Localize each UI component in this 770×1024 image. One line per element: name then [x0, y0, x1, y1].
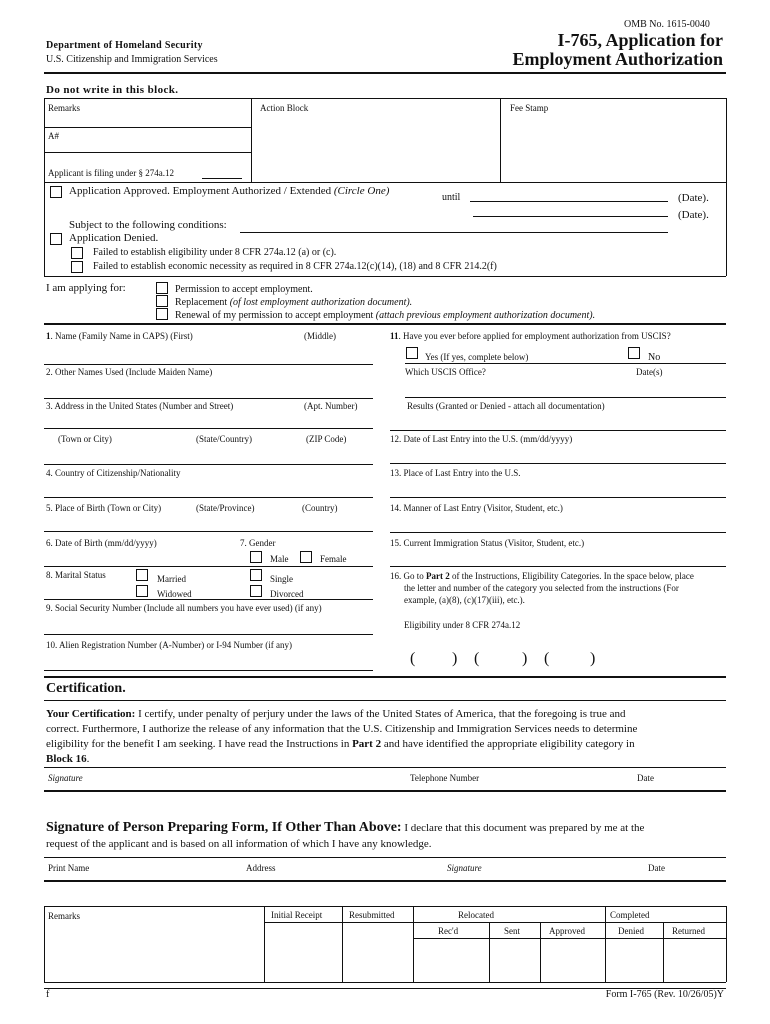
- province-label: (State/Province): [196, 503, 255, 513]
- conditions-line[interactable]: [240, 232, 668, 233]
- uscis-office-label: Which USCIS Office?: [405, 367, 486, 377]
- cert-date-label: Date: [637, 773, 654, 783]
- table-col-6: [605, 906, 606, 982]
- remarks-label: Remarks: [48, 103, 80, 113]
- office-block-bottom: [44, 276, 726, 277]
- permission-checkbox[interactable]: [156, 282, 168, 294]
- applying-for-label: I am applying for:: [46, 282, 126, 294]
- omb-number: OMB No. 1615-0040: [624, 19, 710, 30]
- last-entry-date-label: 12. Date of Last Entry into the U.S. (mm/dd/yyyy): [390, 434, 573, 444]
- citizenship-label: 4. Country of Citizenship/Nationality: [46, 468, 181, 478]
- office-block-top: [44, 98, 726, 99]
- widowed-checkbox[interactable]: [136, 585, 148, 597]
- manner-entry-label: 14. Manner of Last Entry (Visitor, Student, etc.): [390, 503, 563, 513]
- replacement-label: Replacement (of lost employment authorization document).: [175, 297, 413, 308]
- approved-checkbox[interactable]: [50, 186, 62, 198]
- category-paren-close-1: ): [452, 650, 458, 667]
- initial-receipt-label: Initial Receipt: [271, 910, 323, 920]
- eligibility-instructions-line3: example, (a)(8), (c)(17)(iii), etc.).: [404, 595, 525, 605]
- permission-label: Permission to accept employment.: [175, 284, 313, 295]
- eligibility-instructions-line1: 16. Go to Part 2 of the Instructions, Eligibility Categories. In the space below, place: [390, 571, 694, 581]
- yes-label: Yes (If yes, complete below): [425, 352, 529, 362]
- yes-no-rule: [405, 363, 726, 364]
- signature-label: Signature: [48, 773, 83, 783]
- immigration-status-line[interactable]: [390, 566, 726, 567]
- table-col-4: [489, 922, 490, 982]
- failed-economic-checkbox[interactable]: [71, 261, 83, 273]
- other-names-label: 2. Other Names Used (Include Maiden Name): [46, 367, 213, 377]
- preparer-address-label: Address: [246, 863, 276, 873]
- results-line[interactable]: [390, 430, 726, 431]
- country-label: (Country): [302, 503, 338, 513]
- results-label: Results (Granted or Denied - attach all documentation): [407, 401, 605, 411]
- other-names-line[interactable]: [44, 398, 373, 399]
- approved-col-label: Approved: [549, 926, 585, 936]
- form-revision: Form I-765 (Rev. 10/26/05)Y: [605, 989, 724, 1000]
- town-label: (Town or City): [58, 434, 112, 444]
- fee-stamp-label: Fee Stamp: [510, 103, 549, 113]
- no-label: No: [648, 352, 661, 363]
- preparer-bottom-rule: [44, 880, 726, 882]
- subject-conditions-label: Subject to the following conditions:: [69, 219, 227, 231]
- do-not-write-label: Do not write in this block.: [46, 84, 179, 96]
- office-divider-2: [500, 98, 501, 182]
- birth-place-label: 5. Place of Birth (Town or City): [46, 503, 162, 513]
- last-entry-date-line[interactable]: [390, 463, 726, 464]
- until-label: until: [442, 192, 461, 203]
- address-line[interactable]: [44, 428, 373, 429]
- renewal-checkbox[interactable]: [156, 308, 168, 320]
- failed-economic-label: Failed to establish economic necessity as required in 8 CFR 274a.12(c)(14), (18) and 8 CFR 214.2(f): [93, 261, 497, 272]
- preparer-date-label: Date: [648, 863, 665, 873]
- ssn-line[interactable]: [44, 634, 373, 635]
- resubmitted-label: Resubmitted: [349, 910, 395, 920]
- telephone-label: Telephone Number: [410, 773, 480, 783]
- address-label: 3. Address in the United States (Number and Street): [46, 401, 234, 411]
- completed-label: Completed: [610, 910, 650, 920]
- certification-top-rule: [44, 676, 726, 678]
- preparer-text-line1: Signature of Person Preparing Form, If Other Than Above: I declare that this document was prepared by me at the: [46, 820, 645, 835]
- certification-text-line4: Block 16.: [46, 753, 90, 765]
- preparer-signature-line[interactable]: [44, 857, 726, 858]
- state-country-label: (State/Country): [196, 434, 252, 444]
- preparer-text-line2: request of the applicant and is based on all information of which I have any knowledge.: [46, 838, 432, 850]
- birth-place-line[interactable]: [44, 531, 373, 532]
- remarks-rule: [44, 127, 251, 128]
- last-entry-place-label: 13. Place of Last Entry into the U.S.: [390, 468, 521, 478]
- category-paren-close-3: ): [590, 650, 596, 667]
- eligibility-cfr-label: Eligibility under 8 CFR 274a.12: [404, 620, 521, 630]
- relocated-label: Relocated: [458, 910, 494, 920]
- failed-eligibility-label: Failed to establish eligibility under 8 CFR 274a.12 (a) or (c).: [93, 247, 337, 258]
- table-bottom: [44, 982, 726, 983]
- signature-line[interactable]: [44, 767, 726, 768]
- filing-under-line[interactable]: [202, 178, 242, 179]
- action-block-label: Action Block: [260, 103, 309, 113]
- header-rule: [44, 72, 726, 74]
- print-name-label: Print Name: [48, 863, 90, 873]
- preparer-signature-label: Signature: [447, 863, 482, 873]
- middle-name-label: (Middle): [304, 331, 336, 341]
- office-block-left: [44, 98, 45, 276]
- table-col-7: [663, 922, 664, 982]
- prior-application-label: 11. Have you ever before applied for employment authorization from USCIS?: [390, 331, 671, 341]
- table-subheader-rule: [413, 938, 726, 939]
- certification-text-line1: Your Certification: I certify, under penalty of perjury under the laws of the United States of America, that the foregoing is true and: [46, 708, 626, 720]
- renewal-label: Renewal of my permission to accept employment (attach previous employment authorization document).: [175, 310, 596, 321]
- certification-heading: Certification.: [46, 681, 126, 696]
- certification-heading-rule: [44, 700, 726, 701]
- male-checkbox[interactable]: [250, 551, 262, 563]
- anumber-rule: [44, 152, 251, 153]
- office-block-right: [726, 98, 727, 276]
- form-title-line1: I-765, Application for: [557, 30, 723, 50]
- alien-number-label: 10. Alien Registration Number (A-Number) or I-94 Number (if any): [46, 640, 292, 650]
- ssn-label: 9. Social Security Number (Include all numbers you have ever used) (if any): [46, 603, 322, 613]
- category-paren-open-3: (: [544, 650, 550, 667]
- section-rule: [44, 323, 726, 325]
- filing-under-label: Applicant is filing under § 274a.12: [48, 168, 174, 178]
- denied-checkbox[interactable]: [50, 233, 62, 245]
- recd-label: Rec'd: [438, 926, 459, 936]
- single-checkbox[interactable]: [250, 569, 262, 581]
- town-line[interactable]: [44, 464, 373, 465]
- category-paren-open-1: (: [410, 650, 416, 667]
- married-checkbox[interactable]: [136, 569, 148, 581]
- table-col-5: [540, 922, 541, 982]
- zip-label: (ZIP Code): [306, 434, 347, 444]
- denied-col-label: Denied: [618, 926, 644, 936]
- certification-bottom-rule: [44, 790, 726, 792]
- yes-checkbox[interactable]: [406, 347, 418, 359]
- last-entry-place-line[interactable]: [390, 497, 726, 498]
- dob-label: 6. Date of Birth (mm/dd/yyyy): [46, 538, 157, 548]
- widowed-label: Widowed: [157, 589, 192, 599]
- footer-left-mark: f: [46, 989, 50, 1000]
- certification-text-line2: correct. Furthermore, I authorize the release of any information that the U.S. Citizenship and Immigration Services needs to determine: [46, 723, 638, 735]
- certification-text-line3: eligibility for the benefit I am seeking. I have read the Instructions in Part 2 and have identified the appropriate eligibility category in: [46, 738, 635, 750]
- department-name: Department of Homeland Security: [46, 40, 203, 51]
- category-paren-open-2: (: [474, 650, 480, 667]
- single-label: Single: [270, 574, 294, 584]
- denied-label: Application Denied.: [69, 232, 159, 244]
- married-label: Married: [157, 574, 186, 584]
- table-top: [44, 906, 726, 907]
- marital-line: [44, 599, 373, 600]
- second-date-line[interactable]: [473, 216, 668, 217]
- immigration-status-label: 15. Current Immigration Status (Visitor, Student, etc.): [390, 538, 585, 548]
- divorced-checkbox[interactable]: [250, 585, 262, 597]
- a-number-label: A#: [48, 131, 59, 141]
- sent-label: Sent: [504, 926, 521, 936]
- until-date-line[interactable]: [470, 201, 668, 202]
- agency-name: U.S. Citizenship and Immigration Services: [46, 54, 218, 65]
- uscis-office-line[interactable]: [405, 397, 726, 398]
- approved-label: Application Approved. Employment Authorized / Extended (Circle One): [69, 185, 390, 197]
- marital-status-label: 8. Marital Status: [46, 570, 106, 580]
- dob-line[interactable]: [44, 566, 373, 567]
- name-field-line[interactable]: [44, 364, 373, 365]
- eligibility-instructions-line2: the letter and number of the category you selected from the instructions (For: [404, 583, 679, 593]
- table-col-2: [342, 906, 343, 982]
- category-paren-close-2: ): [522, 650, 528, 667]
- office-mid-rule: [44, 182, 726, 183]
- citizenship-line[interactable]: [44, 497, 373, 498]
- table-col-3: [413, 906, 414, 982]
- table-right: [726, 906, 727, 982]
- date-label-2: (Date).: [678, 209, 709, 221]
- table-left: [44, 906, 45, 982]
- form-title-line2: Employment Authorization: [512, 49, 723, 69]
- divorced-label: Divorced: [270, 589, 304, 599]
- office-divider-1: [251, 98, 252, 182]
- replacement-checkbox[interactable]: [156, 295, 168, 307]
- alien-number-line[interactable]: [44, 670, 373, 671]
- table-col-1: [264, 906, 265, 982]
- gender-label: 7. Gender: [240, 538, 276, 548]
- failed-eligibility-checkbox[interactable]: [71, 247, 83, 259]
- name-field-label: 1. Name (Family Name in CAPS) (First): [46, 331, 193, 341]
- dates-label: Date(s): [636, 367, 663, 377]
- male-label: Male: [270, 554, 289, 564]
- female-checkbox[interactable]: [300, 551, 312, 563]
- female-label: Female: [320, 554, 347, 564]
- no-checkbox[interactable]: [628, 347, 640, 359]
- date-label-1: (Date).: [678, 192, 709, 204]
- apt-number-label: (Apt. Number): [304, 401, 358, 411]
- manner-entry-line[interactable]: [390, 532, 726, 533]
- table-header-rule: [264, 922, 726, 923]
- table-remarks-label: Remarks: [48, 911, 80, 921]
- returned-label: Returned: [672, 926, 705, 936]
